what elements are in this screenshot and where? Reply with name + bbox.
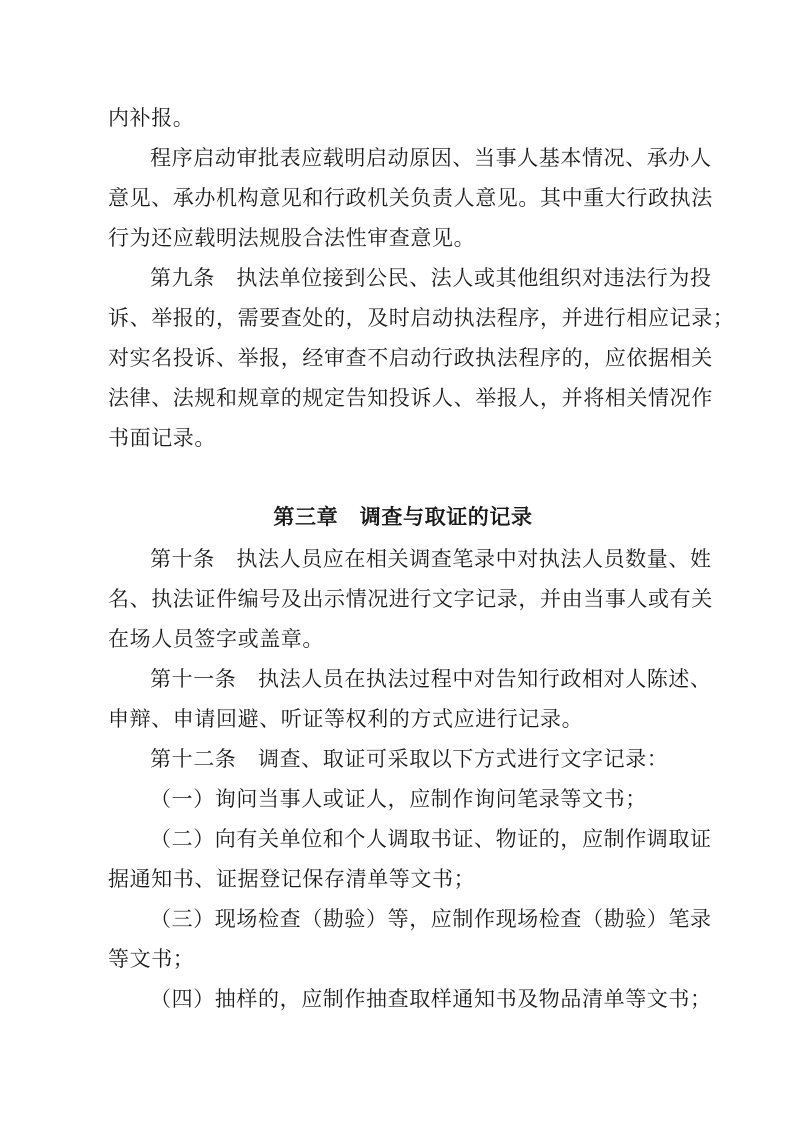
text-line: 程序启动审批表应载明启动原因、当事人基本情况、承办人: [150, 146, 712, 170]
paragraph: [108, 539, 713, 659]
text-line: 诉、举报的，需要查处的，及时启动执法程序，并进行相应记录；: [108, 306, 735, 330]
document-page: [108, 98, 735, 1019]
text-line: （二）向有关单位和个人调取书证、物证的，应制作调取证: [150, 827, 712, 851]
paragraph: [108, 258, 735, 458]
chapter-heading: 第三章 调查与取证的记录: [273, 505, 533, 529]
paragraph: [108, 899, 712, 979]
paragraph: [108, 659, 712, 739]
text-line: （三）现场检查（勘验）等，应制作现场检查（勘验）笔录: [150, 907, 712, 931]
text-line: 第十二条 调查、取证可采取以下方式进行文字记录：: [150, 747, 669, 771]
paragraph: [108, 138, 713, 258]
text-line: 对实名投诉、举报，经审查不启动行政执法程序的，应依据相关: [108, 346, 713, 370]
text-line: 意见、承办机构意见和行政机关负责人意见。其中重大行政执法: [108, 186, 713, 210]
text-line: 法律、法规和规章的规定告知投诉人、举报人，并将相关情况作: [108, 386, 713, 410]
text-line: 在场人员签字或盖章。: [108, 627, 324, 651]
text-line: 据通知书、证据登记保存清单等文书；: [108, 867, 476, 891]
text-line: 等文书；: [108, 947, 195, 971]
paragraph: [108, 819, 712, 899]
text-line: 第十条 执法人员应在相关调查笔录中对执法人员数量、姓: [150, 547, 712, 571]
text-line: 申辩、申请回避、听证等权利的方式应进行记录。: [108, 707, 584, 731]
text-line: （一）询问当事人或证人，应制作询问笔录等文书；: [150, 787, 647, 811]
text-line: 第九条 执法单位接到公民、法人或其他组织对违法行为投: [150, 266, 712, 290]
text-line: （四）抽样的，应制作抽查取样通知书及物品清单等文书；: [150, 987, 712, 1011]
text-line: 名、执法证件编号及出示情况进行文字记录，并由当事人或有关: [108, 587, 713, 611]
text-line: 内补报。: [108, 106, 195, 130]
paragraph: [108, 739, 698, 779]
paragraph: [108, 98, 698, 138]
text-line: 第十一条 执法人员在执法过程中对告知行政相对人陈述、: [150, 667, 712, 691]
text-line: 书面记录。: [108, 426, 216, 450]
bottom-section: [108, 539, 713, 1019]
top-section: [108, 98, 735, 458]
text-line: 行为还应载明法规股合法性审查意见。: [108, 226, 476, 250]
paragraph: [108, 979, 712, 1019]
paragraph: [108, 779, 698, 819]
